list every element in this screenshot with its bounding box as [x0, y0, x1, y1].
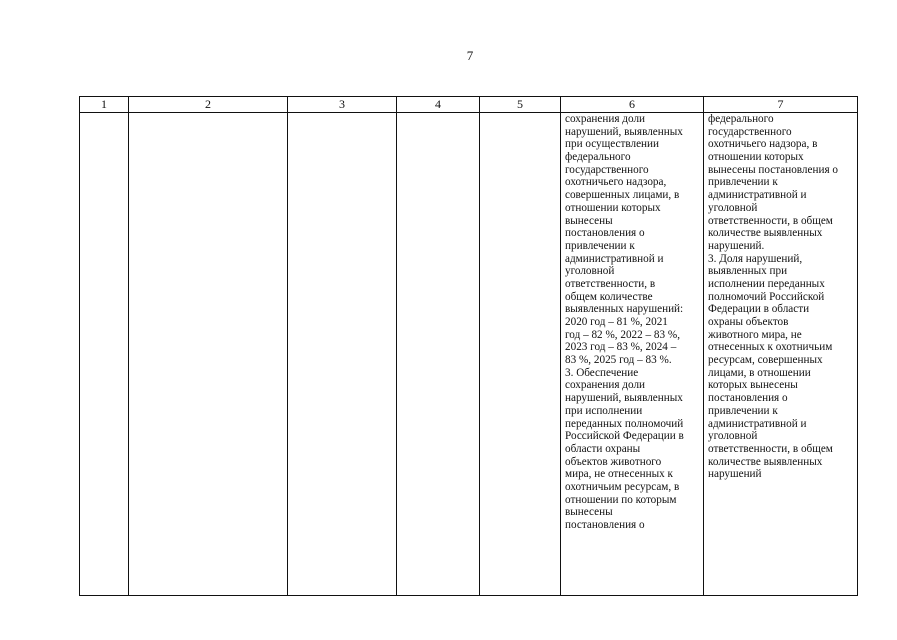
text-line: совершенных лицами, в: [565, 189, 680, 202]
cell-col-2: [129, 113, 288, 596]
column-header-2: 2: [129, 97, 288, 113]
text-line: ресурсам, совершенных: [708, 354, 823, 367]
column-header-1: 1: [80, 97, 129, 113]
text-line: нарушений.: [708, 239, 765, 252]
cell-col-4: [397, 113, 480, 596]
column-header-7: 7: [704, 97, 858, 113]
text-line: полномочий Российской: [708, 290, 825, 303]
text-line: ответственности, в общем: [708, 442, 833, 455]
text-line: федерального: [565, 151, 631, 164]
text-line: отношении по которым: [565, 493, 677, 506]
column-header-4: 4: [397, 97, 480, 113]
cell-col-1: [80, 113, 129, 596]
text-line: сохранения доли: [565, 113, 646, 125]
text-line: общем количестве: [565, 290, 653, 303]
text-line: год – 82 %, 2022 – 83 %,: [565, 328, 681, 341]
text-line: нарушений, выявленных: [565, 125, 683, 138]
text-line: охотничьим ресурсам, в: [565, 480, 680, 493]
text-line: которых вынесены: [708, 379, 798, 392]
cell-col-7: [704, 113, 858, 596]
text-line: отнесенных к охотничьим: [708, 341, 833, 354]
text-line: при исполнении: [565, 404, 643, 417]
text-line: ответственности, в общем: [708, 214, 833, 227]
cell-col-7-text: [704, 113, 857, 481]
text-line: 2020 год – 81 %, 2021: [565, 316, 668, 328]
text-line: отношении которых: [708, 151, 804, 164]
text-line: административной и: [565, 252, 664, 265]
text-line: постановления о: [565, 519, 645, 531]
text-line: 3. Доля нарушений,: [708, 252, 803, 265]
text-line: переданных полномочий: [565, 417, 684, 430]
text-line: количестве выявленных: [708, 227, 823, 240]
column-header-3: 3: [288, 97, 397, 113]
column-header-6: 6: [561, 97, 704, 113]
text-line: отношении которых: [565, 201, 661, 214]
text-line: уголовной: [565, 265, 615, 278]
text-line: 2023 год – 83 %, 2024 –: [565, 341, 677, 354]
text-line: вынесены: [565, 214, 613, 227]
text-line: выявленных при: [708, 265, 788, 278]
header-row: [80, 97, 858, 113]
text-line: государственного: [708, 125, 792, 138]
text-line: уголовной: [708, 430, 758, 443]
text-line: вынесены постановления о: [708, 163, 838, 176]
text-line: привлечении к: [565, 239, 635, 252]
text-line: области охраны: [565, 442, 641, 455]
text-line: государственного: [565, 163, 649, 176]
cell-col-6-text: [561, 113, 703, 532]
text-line: охотничьего надзора,: [565, 176, 667, 189]
text-line: нарушений, выявленных: [565, 392, 683, 405]
cell-col-6: [561, 113, 704, 596]
text-line: нарушений: [708, 468, 762, 481]
text-line: выявленных нарушений:: [565, 303, 684, 316]
text-line: привлечении к: [708, 176, 778, 189]
text-line: мира, не отнесенных к: [565, 468, 673, 481]
text-line: лицами, в отношении: [708, 366, 811, 379]
text-line: постановления о: [565, 227, 645, 240]
text-line: постановления о: [708, 392, 788, 405]
text-line: Федерации в области: [708, 303, 810, 316]
text-line: федерального: [708, 113, 774, 125]
cell-col-3: [288, 113, 397, 596]
page-number: 7: [466, 48, 474, 63]
column-header-5: 5: [480, 97, 561, 113]
text-line: животного мира, не: [708, 328, 802, 341]
document-table: [79, 96, 858, 596]
text-line: исполнении переданных: [708, 277, 825, 290]
text-line: вынесены: [565, 506, 613, 519]
cell-col-5: [480, 113, 561, 596]
text-line: 3. Обеспечение: [565, 366, 639, 379]
text-line: охраны объектов: [708, 316, 789, 328]
text-line: уголовной: [708, 201, 758, 214]
text-line: 83 %, 2025 год – 83 %.: [565, 354, 672, 367]
text-line: административной и: [708, 417, 807, 430]
text-line: охотничьего надзора, в: [708, 138, 818, 151]
text-line: ответственности, в: [565, 277, 656, 290]
text-line: привлечении к: [708, 404, 778, 417]
text-line: при осуществлении: [565, 138, 660, 151]
text-line: административной и: [708, 189, 807, 202]
text-line: количестве выявленных: [708, 455, 823, 468]
text-line: Российской Федерации в: [565, 430, 684, 443]
text-line: сохранения доли: [565, 379, 646, 392]
table-row: [80, 113, 858, 596]
text-line: объектов животного: [565, 455, 662, 468]
